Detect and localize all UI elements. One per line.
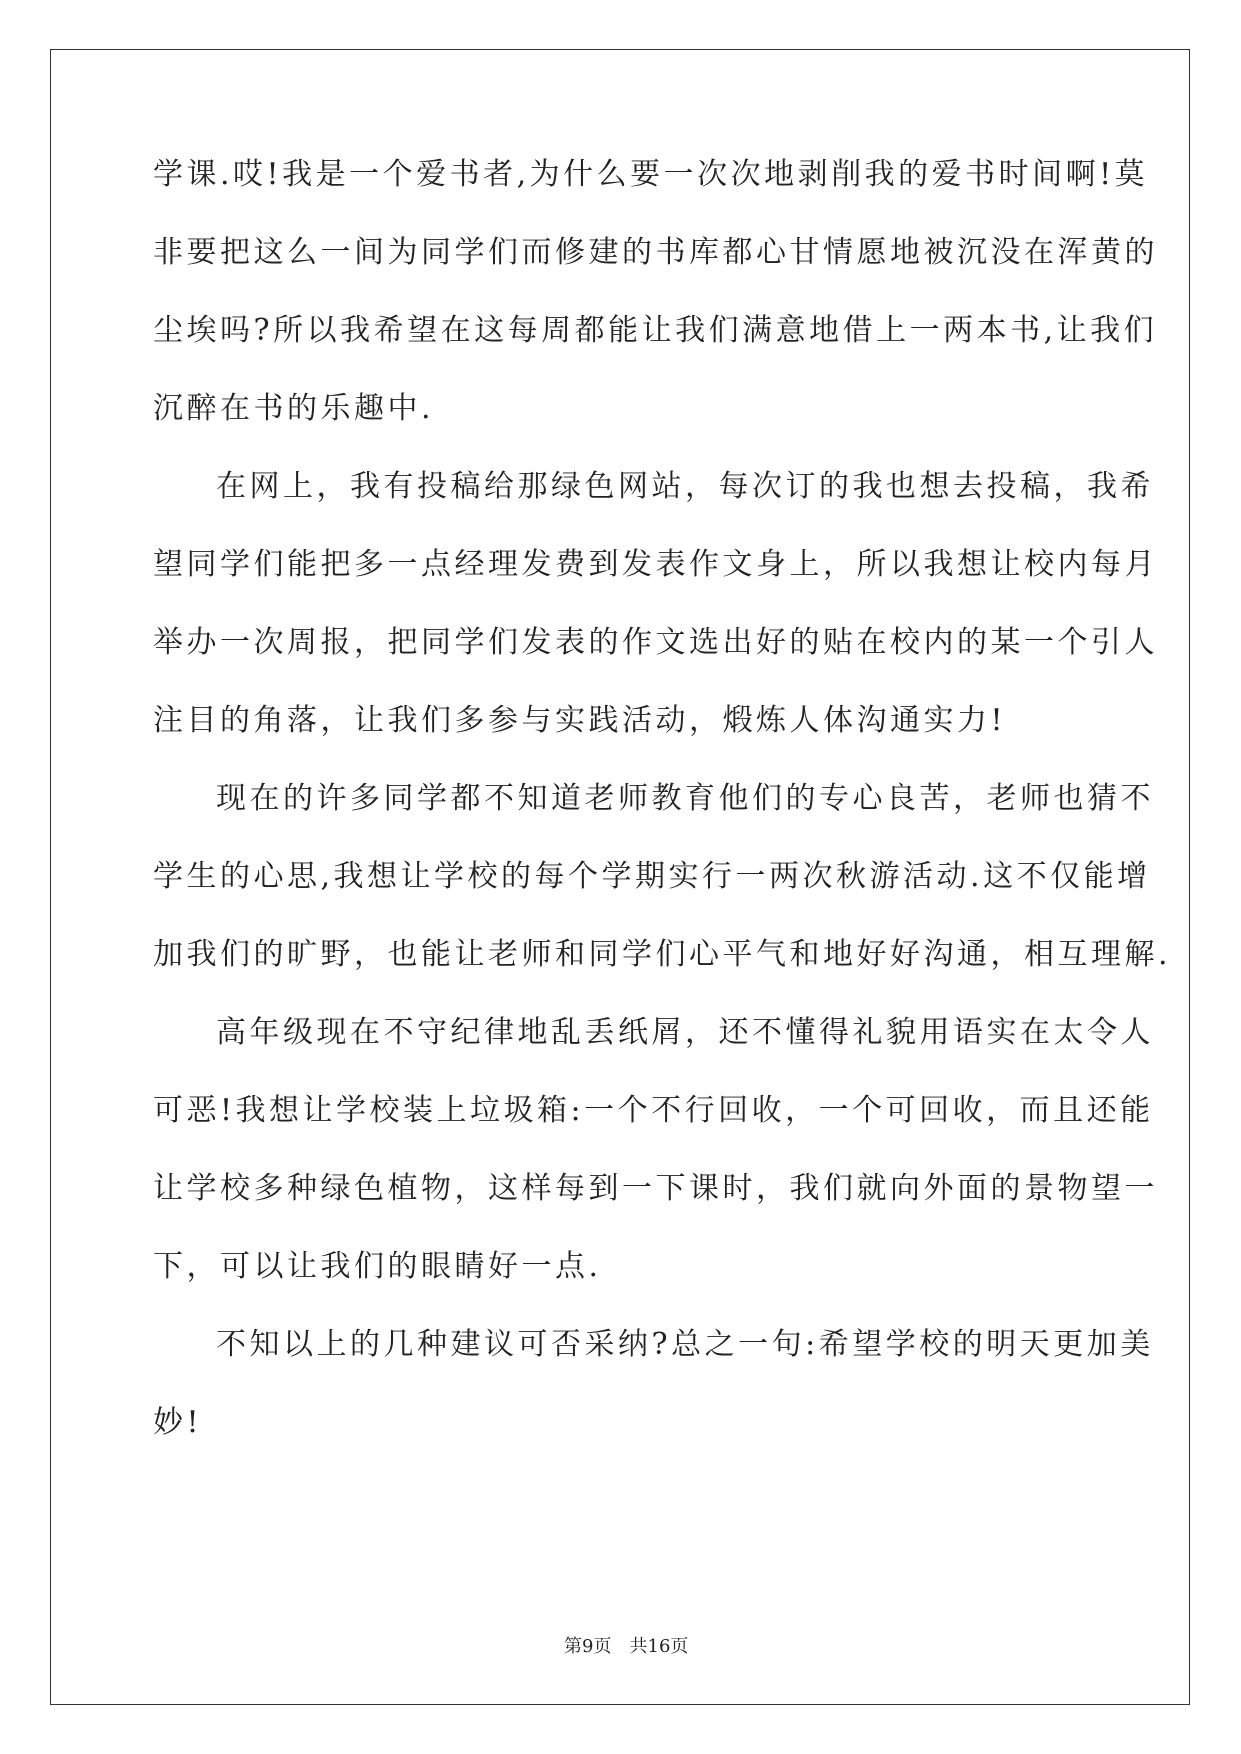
text-line: 妙! [153,1405,203,1440]
text-line: 让学校多种绿色植物，这样每到一下课时，我们就向外面的景物望一 [153,1171,1158,1206]
text-line: 下，可以让我们的眼睛好一点. [153,1249,602,1284]
text-line: 望同学们能把多一点经理发费到发表作文身上，所以我想让校内每月 [153,547,1158,582]
text-line: 尘埃吗?所以我希望在这每周都能让我们满意地借上一两本书,让我们 [153,313,1158,348]
page-number-label: 第9页 共16页 [564,1636,689,1657]
text-line: 学生的心思,我想让学校的每个学期实行一两次秋游活动.这不仅能增 [153,859,1151,894]
text-line: 不知以上的几种建议可否采纳?总之一句:希望学校的明天更加美 [216,1327,1154,1362]
text-line: 可恶!我想让学校装上垃圾箱:一个不行回收，一个可回收，而且还能 [153,1093,1154,1128]
text-line: 现在的许多同学都不知道老师教育他们的专心良苦，老师也猜不 [216,781,1154,816]
text-line: 沉醉在书的乐趣中. [153,391,435,426]
text-line: 在网上，我有投稿给那绿色网站，每次订的我也想去投稿，我希 [216,469,1154,504]
page-number-footer [0,1611,1241,1659]
text-line: 加我们的旷野，也能让老师和同学们心平气和地好好沟通，相互理解. [153,937,1172,972]
text-line: 举办一次周报，把同学们发表的作文选出好的贴在校内的某一个引人 [153,625,1158,660]
text-line: 高年级现在不守纪律地乱丢纸屑，还不懂得礼貌用语实在太令人 [216,1015,1154,1050]
text-line: 学课.哎!我是一个爱书者,为什么要一次次地剥削我的爱书时间啊!莫 [153,157,1149,192]
text-line: 注目的角落，让我们多参与实践活动，煅炼人体沟通实力! [153,703,1007,738]
text-line: 非要把这么一间为同学们而修建的书库都心甘情愿地被沉没在浑黄的 [153,235,1158,270]
